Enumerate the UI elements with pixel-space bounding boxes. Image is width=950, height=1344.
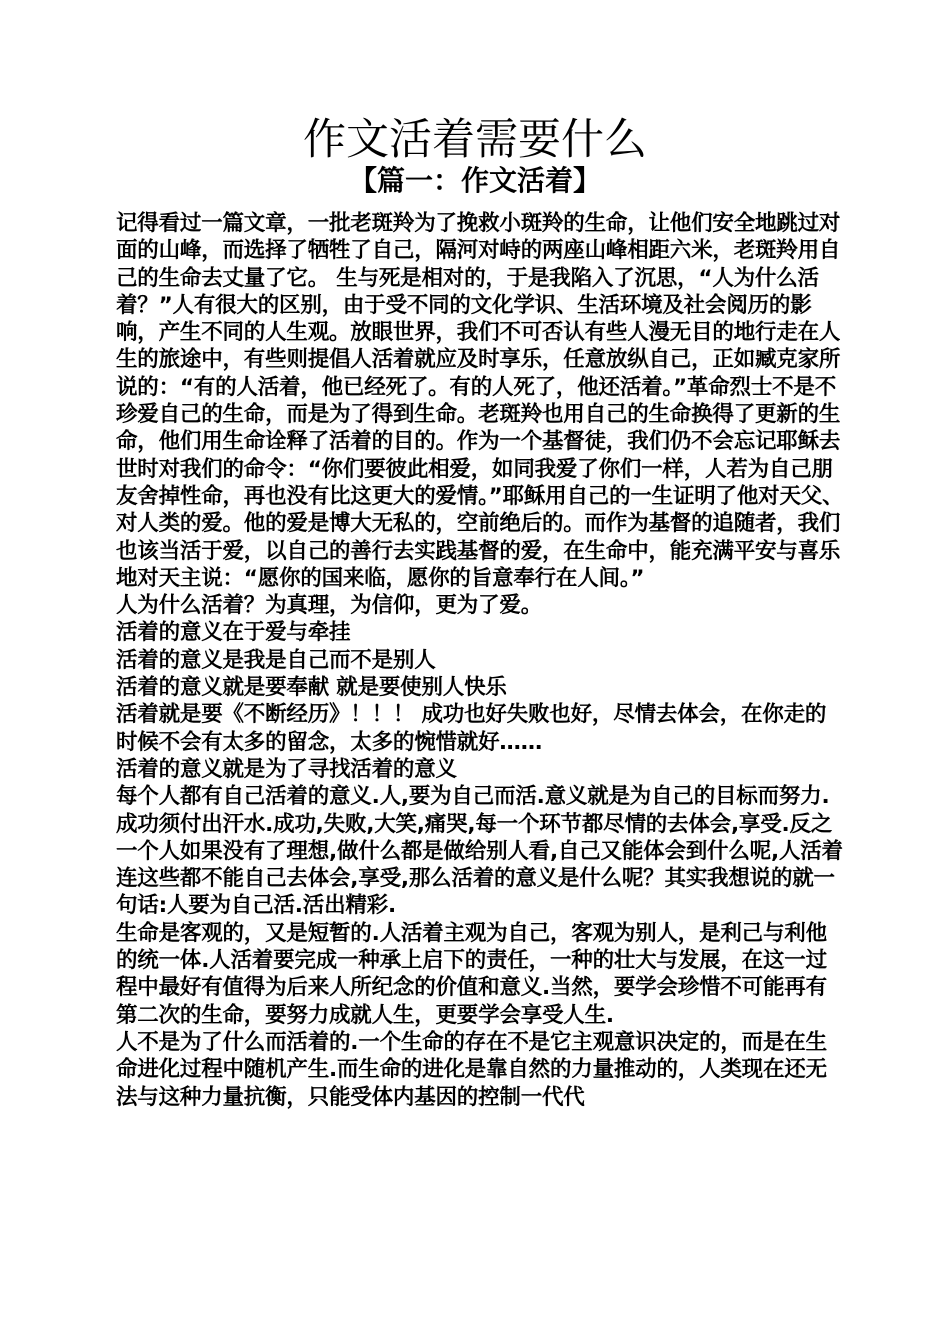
paragraph: 活着的意义在于爱与牵挂 — [116, 620, 351, 646]
document-title: 作文活着需要什么 — [303, 115, 647, 165]
document-body — [116, 210, 846, 1111]
paragraph: 活着就是要《不断经历》！！！ 成功也好失败也好，尽情去体会，在你走的时候不会有太多的留念，太多的惋惜就好…… — [116, 702, 827, 755]
paragraph: 活着的意义就是为了寻找活着的意义 — [116, 756, 457, 782]
paragraph: 人为什么活着？为真理，为信仰，更为了爱。 — [116, 593, 543, 619]
paragraph: 每个人都有自己活着的意义.人,要为自己而活.意义就是为自己的目标而努力.成功须付出汗水.成功,失败,大笑,痛哭,每一个环节都尽情的去体会,享受.反之一个人如果没有了理想,做什么都是做给别人看,自己又能体会到什么呢,人活着连这些都不能自己去体会,享受,那么活着的意义是什么呢？其实我想说的就一句话:人要为自己活.活出精彩. — [116, 784, 843, 919]
paragraph: 记得看过一篇文章，一批老斑羚为了挽救小斑羚的生命，让他们安全地跳过对面的山峰，而选择了牺牲了自己，隔河对峙的两座山峰相距六米，老斑羚用自己的生命去丈量了它。 生与死是相对的，于是我陷入了沉思，“人为什么活着？”人有很大的区别，由于受不同的文化学识、生活环境及社会阅历的影响，产生不同的人生观。放眼世界，我们不可否认有些人漫无目的地行走在人生的旅途中，有些则提倡人活着就应及时享乐，任意放纵自己，正如臧克家所说的：“有的人活着，他已经死了。有的人死了，他还活着。”革命烈士不是不珍爱自己的生命，而是为了得到生命。老斑羚也用自己的生命换得了更新的生命，他们用生命诠释了活着的目的。作为一个基督徒，我们仍不会忘记耶稣去世时对我们的命令：“你们要彼此相爱，如同我爱了你们一样，人若为自己朋友舍掉性命，再也没有比这更大的爱情。”耶稣用自己的一生证明了他对天父、对人类的爱。他的爱是博大无私的，空前绝后的。而作为基督的追随者，我们也该当活于爱，以自己的善行去实践基督的爱，在生命中，能充满平安与喜乐地对天主说：“愿你的国来临，愿你的旨意奉行在人间。” — [116, 211, 844, 591]
paragraph: 活着的意义是我是自己而不是别人 — [116, 647, 436, 673]
document-subtitle: 【篇一：作文活着】 — [348, 164, 601, 197]
paragraph: 生命是客观的，又是短暂的.人活着主观为自己，客观为别人，是利己与利他的统一体.人活着要完成一种承上启下的责任，一种的壮大与发展，在这一过程中最好有值得为后来人所纪念的价值和意义.当然，要学会珍惜不可能再有第二次的生命，要努力成就人生，更要学会享受人生. — [116, 920, 827, 1028]
paragraph: 活着的意义就是要奉献 就是要使别人快乐 — [116, 675, 507, 701]
paragraph: 人不是为了什么而活着的.一个生命的存在不是它主观意识决定的，而是在生命进化过程中随机产生.而生命的进化是靠自然的力量推动的，人类现在还无法与这种力量抗衡，只能受体内基因的控制一代代 — [116, 1029, 827, 1110]
